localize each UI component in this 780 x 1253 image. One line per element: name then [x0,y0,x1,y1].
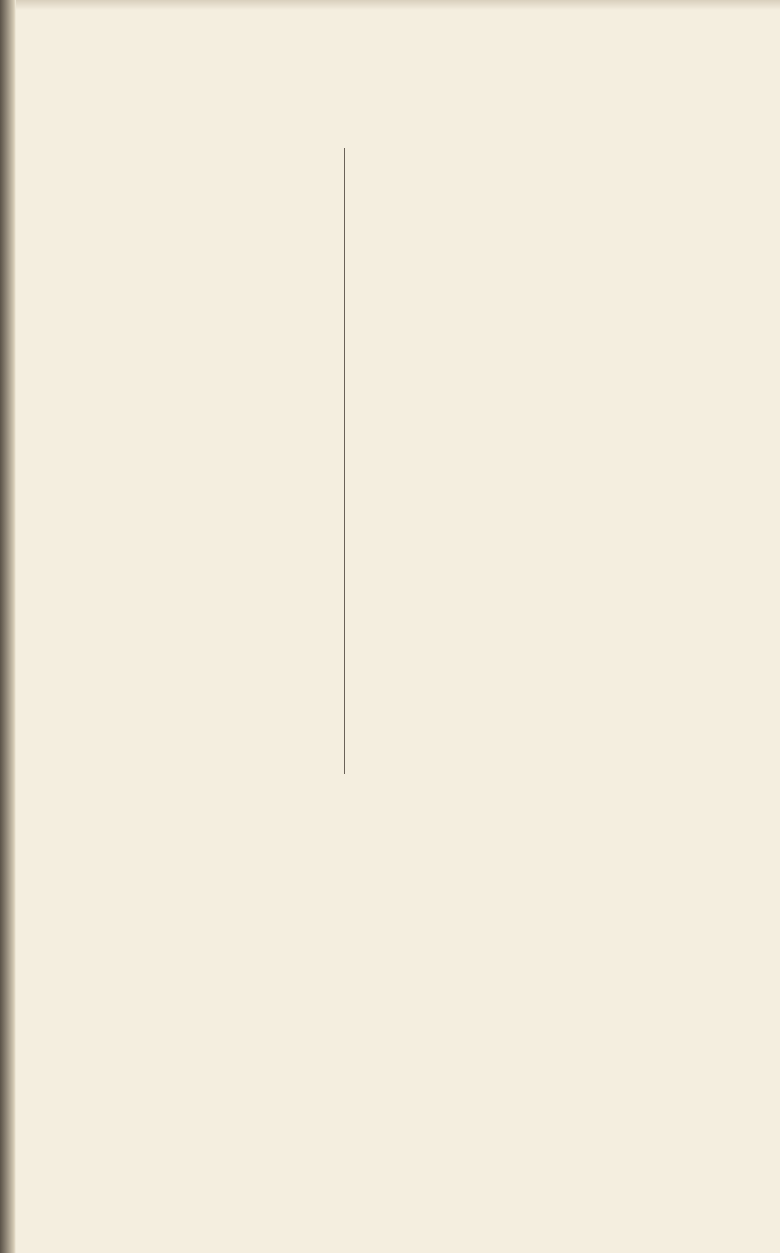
left-column [36,149,336,160]
right-column [366,149,766,160]
page-binding-shadow [0,0,16,1253]
column-divider [344,148,345,774]
page-top-shadow [16,0,780,10]
